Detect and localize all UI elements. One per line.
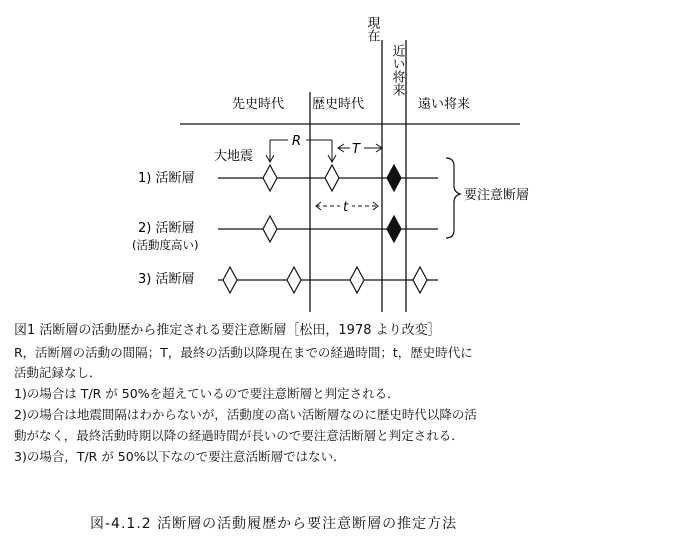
row3-event-4	[413, 267, 427, 293]
figure-caption-title: 図1 活断層の活動歴から推定される要注意断層［松田，1978 より改変］	[14, 323, 441, 338]
row3-event-2	[287, 267, 301, 293]
row2-label: 2) 活断層	[138, 221, 195, 236]
t-label: T	[352, 142, 360, 157]
figure-footer-title: 図-4.1.2 活断層の活動履歴から要注意断層の推定方法	[90, 516, 458, 532]
now-label: 現在	[364, 16, 380, 42]
caption-line-5: 動がなく，最終活動時期以降の経過時間が長いので要注意活断層と判定される．	[14, 428, 464, 443]
row2-future-event	[387, 216, 401, 242]
r-label: R	[292, 134, 302, 149]
row2-sublabel: (活動度高い)	[132, 238, 199, 252]
near-future-label: 近い将来	[389, 44, 405, 96]
caution-brace	[446, 158, 460, 238]
t-small-label: t	[343, 200, 349, 215]
far-future-label: 遠い将来	[418, 97, 471, 112]
row1-future-event	[387, 165, 401, 191]
caption-line-1: R，活断層の活動の間隔；T，最終の活動以降現在までの経過時間；t，歴史時代に	[14, 345, 473, 360]
row1-label: 1) 活断層	[138, 171, 195, 186]
caption-line-3: 1)の場合は T/R が 50%を超えているので要注意断層と判定される．	[14, 386, 400, 401]
row1-event-1	[263, 165, 277, 191]
historic-label: 歴史時代	[312, 97, 365, 112]
row1-event-2	[325, 165, 339, 191]
row2-event-1	[263, 216, 277, 242]
row3-event-3	[350, 267, 364, 293]
caption-line-4: 2)の場合は地震間隔はわからないが，活動度の高い活断層なのに歴史時代以降の活	[14, 407, 477, 422]
row3-event-1	[223, 267, 237, 293]
caution-fault-label: 要注意断層	[464, 188, 530, 203]
prehistoric-label: 先史時代	[232, 97, 285, 112]
big-earthquake-label: 大地震	[214, 149, 254, 164]
caption-line-6: 3)の場合，T/R が 50%以下なので要注意活断層ではない．	[14, 449, 346, 464]
caption-line-2: 活動記録なし．	[14, 365, 102, 380]
row3-label: 3) 活断層	[138, 272, 195, 287]
